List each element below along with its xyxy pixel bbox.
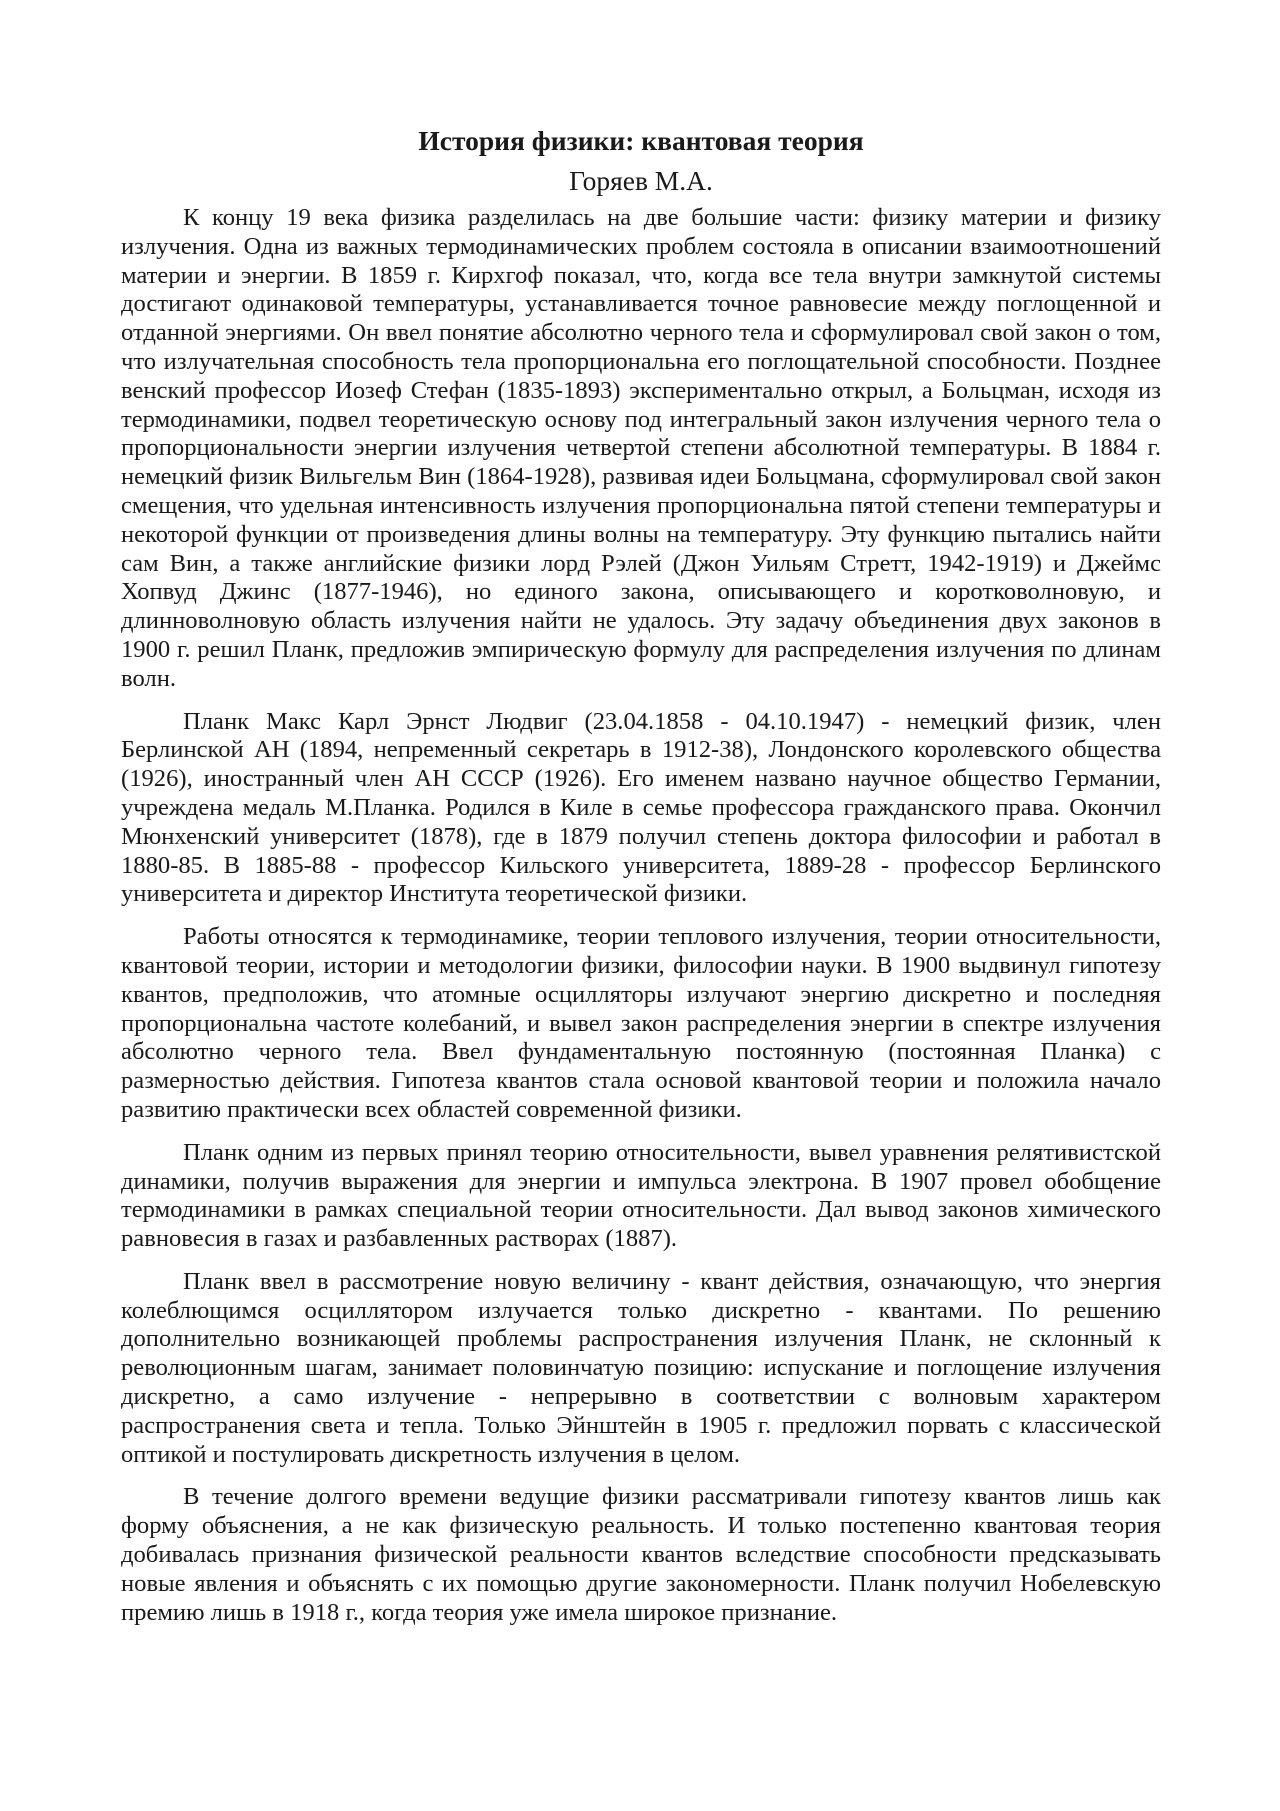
document-page — [121, 112, 1161, 1641]
paragraph-2: Планк Макс Карл Эрнст Людвиг (23.04.1858 - 04.10.1947) - немецкий физик, член Берлинской АН (1894, непременный секретарь в 1912-38), Лондонского королевского общества (1926), иностранный член АН СССР (1926). Его именем названо научное общество Германии, учреждена медаль М.Планка. Родился в Киле в семье профессора гражданского права. Окончил Мюнхенский университет (1878), где в 1879 получил степень доктора философии и работал в 1880-85. В 1885-88 - профессор Кильского университета, 1889-28 - профессор Берлинского университета и директор Института теоретической физики. — [121, 707, 1161, 908]
paragraph-4: Планк одним из первых принял теорию относительности, вывел уравнения релятивистской динамики, получив выражения для энергии и импульса электрона. В 1907 провел обобщение термодинамики в рамках специальной теории относительности. Дал вывод законов химического равновесия в газах и разбавленных растворах (1887). — [121, 1138, 1161, 1253]
paragraph-5: Планк ввел в рассмотрение новую величину - квант действия, означающую, что энергия колеблющимся осциллятором излучается только дискретно - квантами. По решению дополнительно возникающей проблемы распространения излучения Планк, не склонный к революционным шагам, занимает половинчатую позицию: испускание и поглощение излучения дискретно, а само излучение - непрерывно в соответствии с волновым характером распространения света и тепла. Только Эйнштейн в 1905 г. предложил порвать с классической оптикой и постулировать дискретность излучения в целом. — [121, 1267, 1161, 1468]
paragraph-3: Работы относятся к термодинамике, теории теплового излучения, теории относительности, квантовой теории, истории и методологии физики, философии науки. В 1900 выдвинул гипотезу квантов, предположив, что атомные осцилляторы излучают энергию дискретно и последняя пропорциональна частоте колебаний, и вывел закон распределения энергии в спектре излучения абсолютно черного тела. Ввел фундаментальную постоянную (постоянная Планка) с размерностью действия. Гипотеза квантов стала основой квантовой теории и положила начало развитию практически всех областей современной физики. — [121, 923, 1161, 1123]
document-author: Горяев М.А. — [569, 165, 713, 196]
paragraph-1: К концу 19 века физика разделилась на две большие части: физику материи и физику излучения. Одна из важных термодинамических проблем состояла в описании взаимоотношений материи и энергии. В 1859 г. Кирхгоф показал, что, когда все тела внутри замкнутой системы достигают одинаковой температуры, устанавливается точное равновесие между поглощенной и отданной энергиями. Он ввел понятие абсолютно черного тела и сформулировал свой закон о том, что излучательная способность тела пропорциональна его поглощательной способности. Позднее венский профессор Иозеф Стефан (1835-1893) экспериментально открыл, а Больцман, исходя из термодинамики, подвел теоретическую основу под интегральный закон излучения черного тела о пропорциональности энергии излучения четвертой степени абсолютной температуры. В 1884 г. немецкий физик Вильгельм Вин (1864-1928), развивая идеи Больцмана, сформулировал свой закон смещения, что удельная интенсивность излучения пропорциональна пятой степени температуры и некоторой функции от произведения длины волны на температуру. Эту функцию пытались найти сам Вин, а также английские физики лорд Рэлей (Джон Уильям Стретт, 1942-1919) и Джеймс Хопвуд Джинс (1877-1946), но единого закона, описывающего и коротковолновую, и длинноволновую область излучения найти не удалось. Эту задачу объединения двух законов в 1900 г. решил Планк, предложив эмпирическую формулу для распределения излучения по длинам волн. — [121, 204, 1161, 692]
paragraph-6: В течение долгого времени ведущие физики рассматривали гипотезу квантов лишь как форму объяснения, а не как физическую реальность. И только постепенно квантовая теория добивалась признания физической реальности квантов вследствие способности предсказывать новые явления и объяснять с их помощью другие закономерности. Планк получил Нобелевскую премию лишь в 1918 г., когда теория уже имела широкое признание. — [121, 1483, 1161, 1626]
document-title: История физики: квантовая теория — [418, 125, 864, 156]
